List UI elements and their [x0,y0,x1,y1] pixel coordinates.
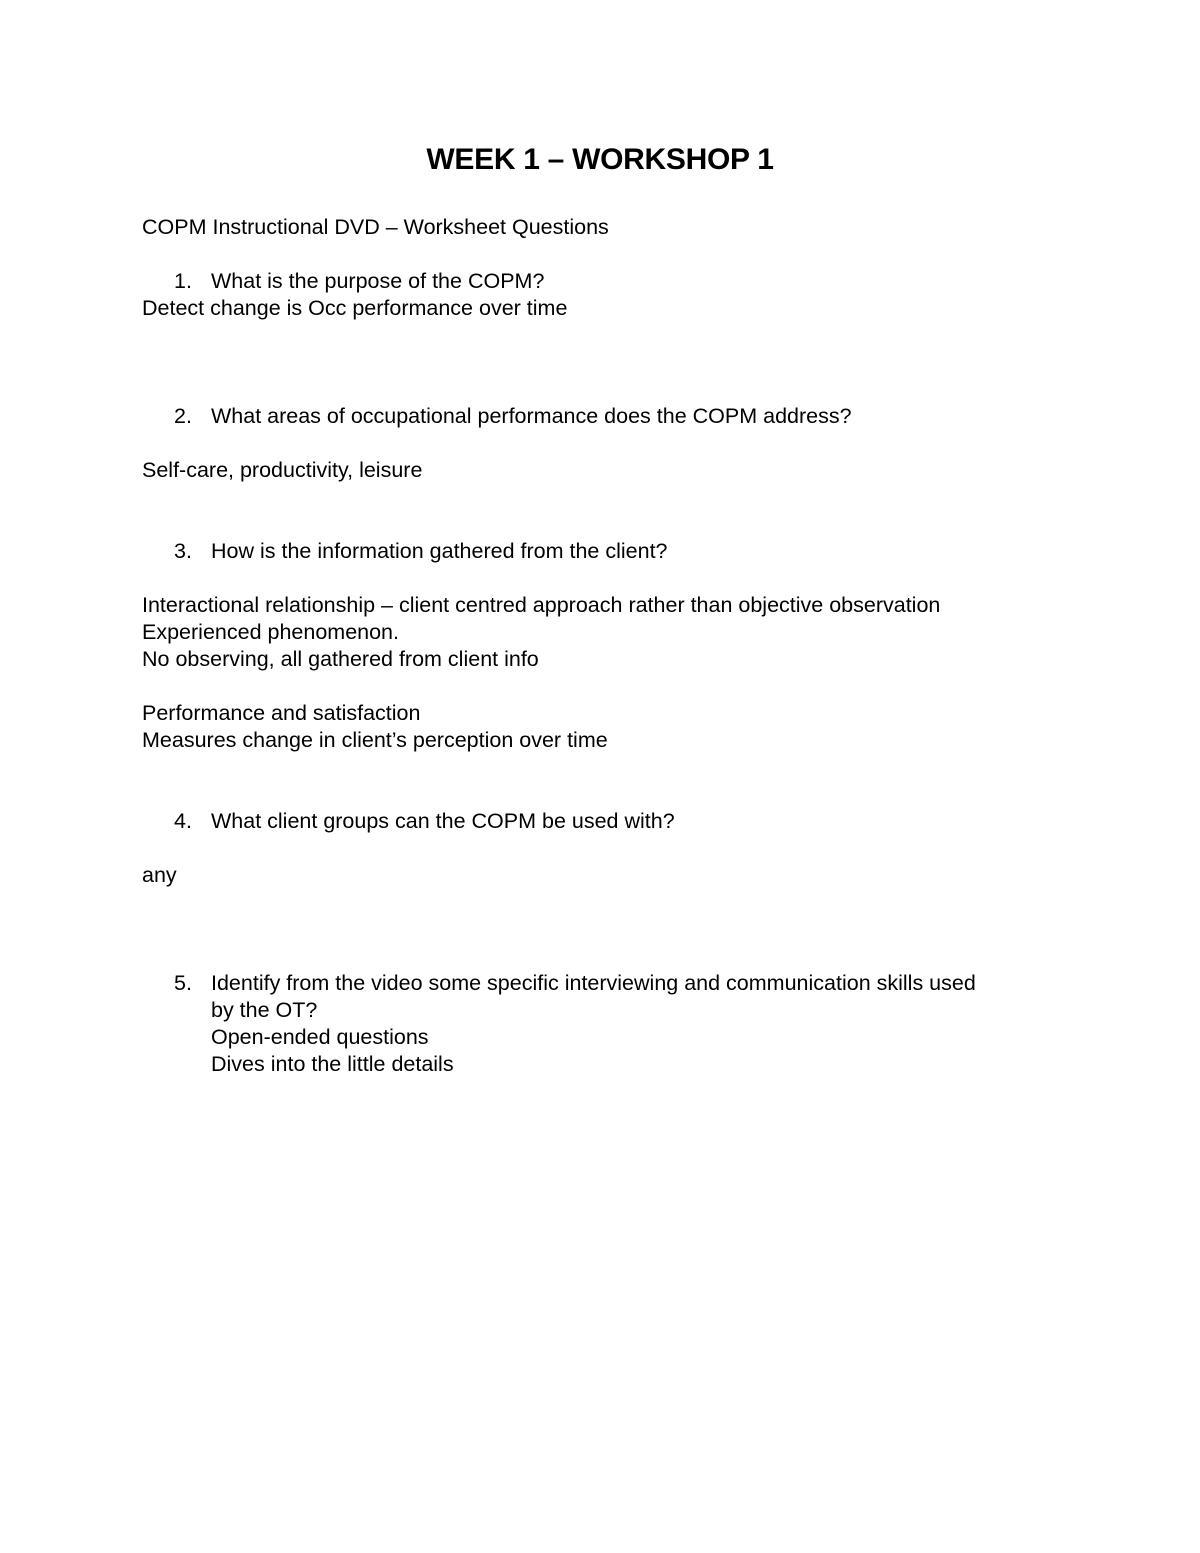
question-5-answer-1: Open-ended questions [211,1025,429,1049]
question-5-text-line-2: by the OT? [211,998,318,1022]
question-3-number: 3. [174,539,192,563]
question-3-answer-5: Measures change in client’s perception over time [142,728,608,752]
question-4-number: 4. [174,809,192,833]
question-5-text-line-1: Identify from the video some specific interviewing and communication skills used [211,971,976,995]
question-1-answer: Detect change is Occ performance over time [142,296,568,320]
question-3-answer-1: Interactional relationship – client centred approach rather than objective observation [142,593,941,617]
question-1-text: What is the purpose of the COPM? [211,269,545,293]
question-2-answer: Self-care, productivity, leisure [142,458,423,482]
question-2-text: What areas of occupational performance does the COPM address? [211,404,852,428]
question-4-answer: any [142,863,177,887]
question-2-number: 2. [174,404,192,428]
question-5-answer-2: Dives into the little details [211,1052,454,1076]
question-1-number: 1. [174,269,192,293]
question-3-answer-2: Experienced phenomenon. [142,620,399,644]
page-title: WEEK 1 – WORKSHOP 1 [426,143,774,176]
question-4-text: What client groups can the COPM be used with? [211,809,675,833]
worksheet-subtitle: COPM Instructional DVD – Worksheet Questions [142,215,609,239]
question-3-answer-3: No observing, all gathered from client info [142,647,539,671]
question-3-answer-4: Performance and satisfaction [142,701,421,725]
question-3-text: How is the information gathered from the client? [211,539,668,563]
question-5-number: 5. [174,971,192,995]
